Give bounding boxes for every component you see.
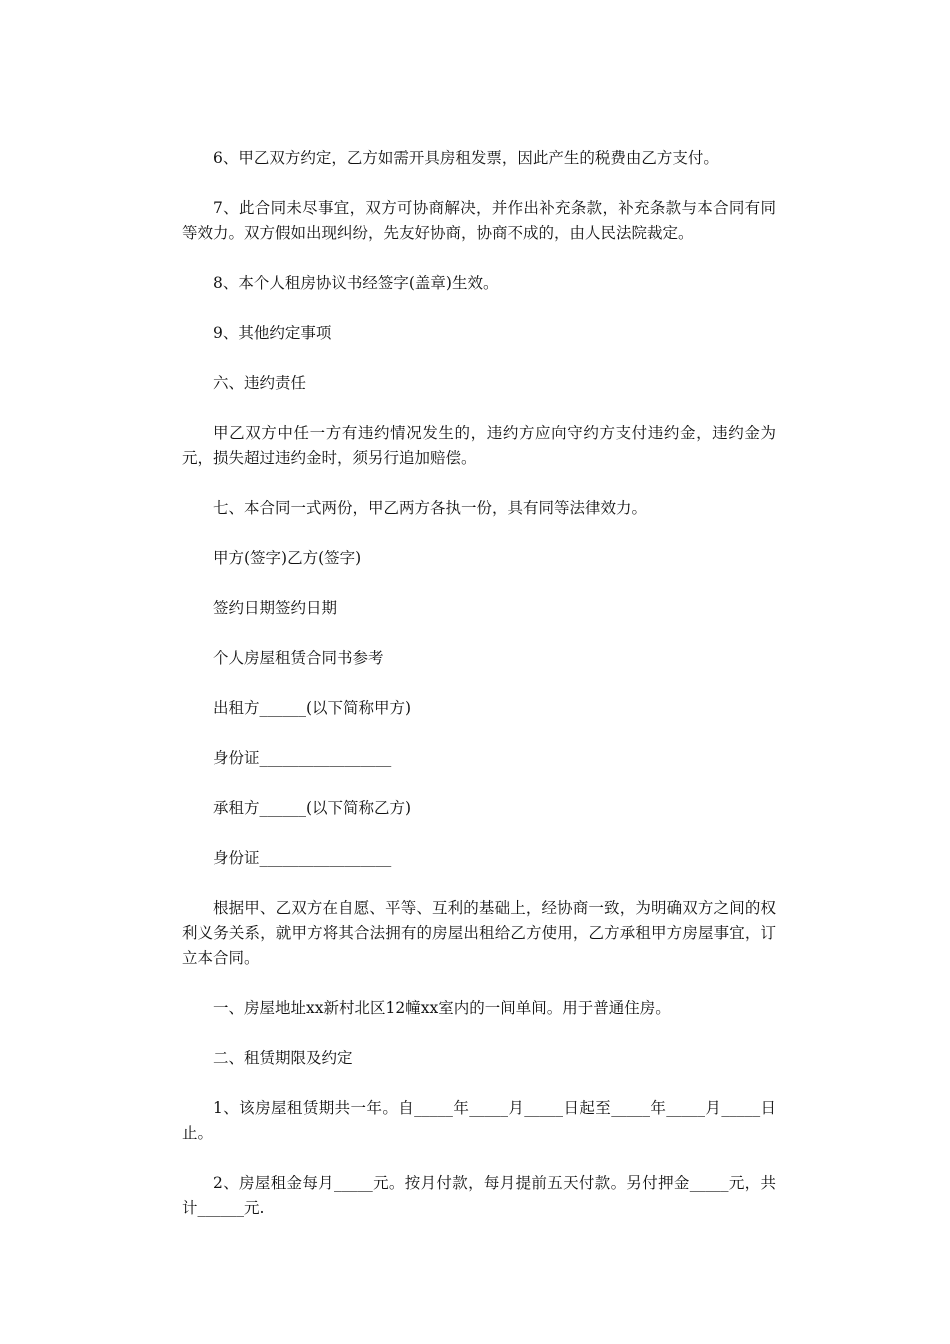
- lessee-id-line: 身份证_________________: [213, 849, 392, 867]
- section-heading-lease-term: 二、租赁期限及约定: [213, 1049, 353, 1067]
- lessor-id-line: 身份证_________________: [213, 749, 392, 767]
- clause-9-other-matters: 9、其他约定事项: [213, 324, 332, 342]
- preamble: 根据甲、乙双方在自愿、平等、互利的基础上，经协商一致，为明确双方之间的权利义务关系，就甲方将其合法拥有的房屋出租给乙方使用，乙方承租甲方房屋事宜，订立本合同。: [182, 899, 776, 967]
- document-page: [182, 146, 776, 1246]
- breach-liability-text: 甲乙双方中任一方有违约情况发生的，违约方应向守约方支付违约金，违约金为元，损失超过违约金时，须另行追加赔偿。: [182, 424, 776, 467]
- signature-line: 甲方(签字)乙方(签字): [213, 549, 362, 567]
- clause-8-effectiveness: 8、本个人租房协议书经签字(盖章)生效。: [213, 274, 499, 292]
- clause-1-lease-period: 1、该房屋租赁期共一年。自_____年_____月_____日起至_____年_____月_____日止。: [182, 1099, 776, 1142]
- clause-7-supplementary-terms: 7、此合同未尽事宜，双方可协商解决，并作出补充条款，补充条款与本合同有同等效力。双方假如出现纠纷，先友好协商，协商不成的，由人民法院裁定。: [182, 199, 776, 242]
- section-heading-breach-liability: 六、违约责任: [213, 374, 307, 392]
- section-contract-copies: 七、本合同一式两份，甲乙两方各执一份，具有同等法律效力。: [213, 499, 648, 517]
- signing-date-line: 签约日期签约日期: [213, 599, 338, 617]
- lessor-line: 出租方______(以下简称甲方): [213, 699, 412, 717]
- contract-title: 个人房屋租赁合同书参考: [213, 649, 384, 667]
- clause-6-invoice-tax: 6、甲乙双方约定，乙方如需开具房租发票，因此产生的税费由乙方支付。: [213, 149, 719, 167]
- section-1-address: 一、房屋地址xx新村北区12幢xx室内的一间单间。用于普通住房。: [213, 999, 671, 1017]
- lessee-line: 承租方______(以下简称乙方): [213, 799, 412, 817]
- clause-2-rent: 2、房屋租金每月_____元。按月付款，每月提前五天付款。另付押金_____元，共计______元.: [182, 1174, 776, 1217]
